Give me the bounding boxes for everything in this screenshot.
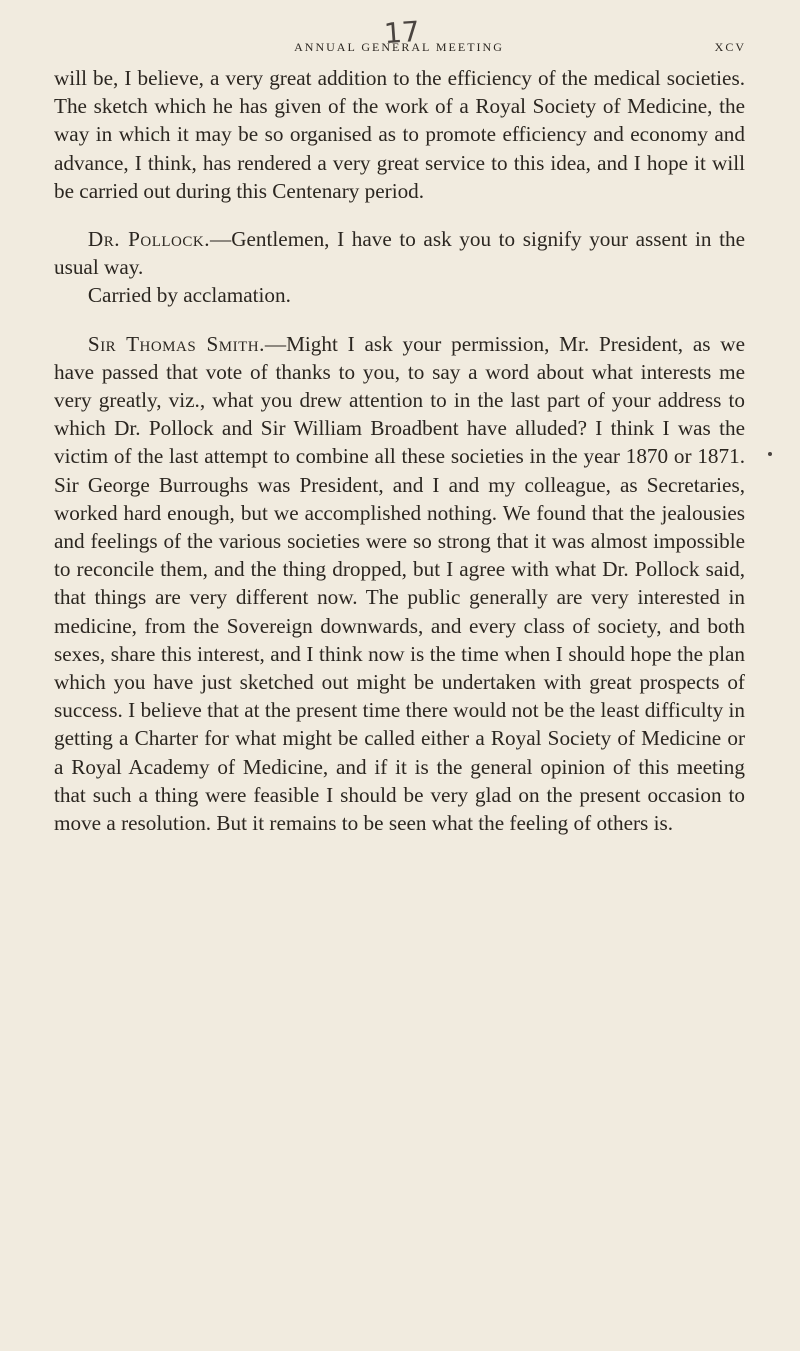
speech-text: —Gentlemen, I have to ask you to signify your assent in the usual way. — [54, 227, 746, 280]
speech-text: —Might I ask your permission, Mr. President, as we have passed that vote of thanks to you, to say a word about what interests me very greatly, viz., what you drew attention to in the last part of your address to which Dr. Pollock and Sir William Broadbent have alluded? I think I was the victim of the last attempt to combine all these societies in the year 1870 or 1871. Sir George Burroughs was President, and I and my colleague, as Secretaries, worked hard enough, but we accomplished nothing. We found that the jealousies and feelings of the various societies were so strong that it was almost impossible to reconcile them, and the thing dropped, but I agree with what Dr. Pollock said, that things are very different now. The public generally are very interested in medicine, from the Sovereign downwards, and every class of society, and both sexes, share this interest, and I think now is the time when I should hope the plan which you have just sketched out might be undertaken with great prospects of success. I believe that at the present time there would not be the least difficulty in getting a Charter for what might be called either a Royal Society of Medicine or a Royal Academy of Medicine, and if it is the general opinion of this meeting that such a thing were feasible I should be very glad on the present occasion to move a resolution. But it remains to be seen what the feeling of others is. — [54, 331, 745, 836]
running-head — [52, 40, 746, 60]
handwritten-page-mark: 17 — [382, 14, 421, 51]
paragraph-continuation: will be, I believe, a very great addition to the efficiency of the medical societies. The sketch which he has given of the work of a Royal Society of Medicine, the way in which it may be so organised as to promote efficiency and economy and advance, I think, has rendered a very great service to this idea, and I hope it will be carried out during this Centenary period. — [54, 66, 745, 203]
running-head-title: ANNUAL GENERAL MEETING — [294, 40, 504, 54]
page-number: XCV — [714, 40, 746, 54]
paragraph-pollock — [54, 225, 745, 281]
margin-ink-dot — [768, 452, 772, 456]
paragraph-smith — [54, 330, 745, 838]
speaker-name: Dr. Pollock. — [87, 227, 211, 252]
body-text — [54, 64, 745, 837]
speaker-name: Sir Thomas Smith. — [87, 331, 265, 356]
paragraph-carried: Carried by acclamation. — [87, 283, 291, 308]
